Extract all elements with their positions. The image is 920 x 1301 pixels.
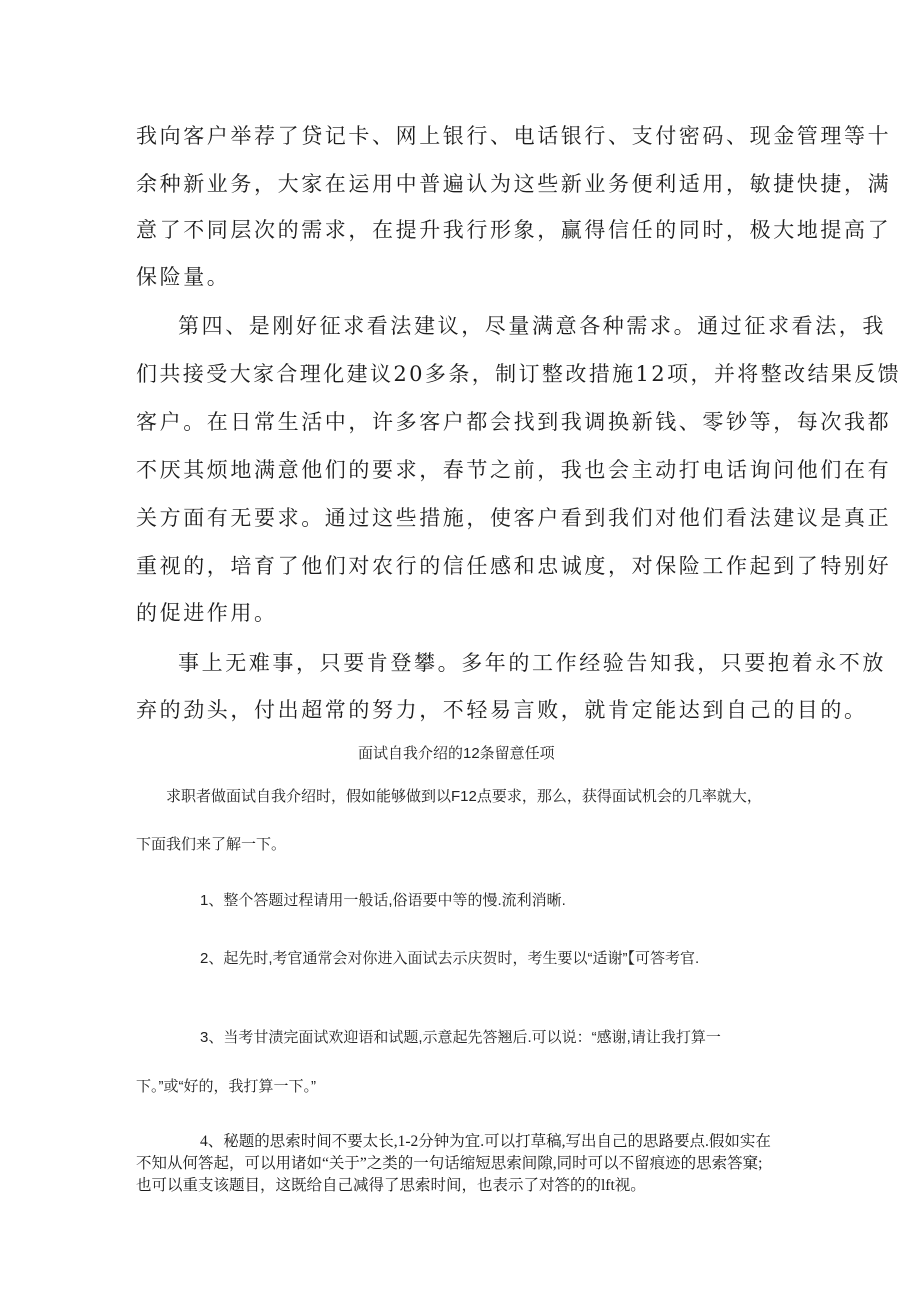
text-line: 3、当考甘渍完面试欢迎语和试题,示意起先答翘后.可以说：“感谢,请让我打算一	[200, 1029, 721, 1046]
text-line: 不知从何答起，可以用诸如“关于”之类的一句话缩短思索间隙,同时可以不留痕迹的思索答窠;	[136, 1155, 763, 1172]
text-line: 我向客户举荐了贷记卡、网上银行、电话银行、支付密码、现金管理等十	[136, 124, 892, 148]
text-line: 下面我们来了解一下。	[136, 836, 287, 853]
text-line: 弃的劲头，付出超常的努力，不轻易言败，就肯定能达到自己的目的。	[136, 698, 868, 722]
text-line: 求职者做面试自我介绍时，假如能够做到以F12点要求，那么，获得面试机会的几率就大，	[166, 788, 762, 805]
text-line: 第四、是刚好征求看法建议，尽量满意各种需求。通过征求看法，我	[178, 314, 886, 338]
section-title: 面试自我介绍的12条留意任项	[358, 745, 555, 762]
text-line: 2、起先时,考官通常会对你进入面试去示庆贺时，考生要以“适谢”【可答考官.	[200, 950, 700, 967]
text-line: 事上无难事，只要肯登攀。多年的工作经验告知我，只要抱着永不放	[178, 651, 886, 675]
text-line: 重视的，培育了他们对农行的信任感和忠诚度，对保险工作起到了特别好	[136, 554, 892, 578]
text-line: 的促进作用。	[136, 601, 278, 625]
text-line: 们共接受大家合理化建议20多条，制订整改措施12项，并将整改结果反馈	[136, 362, 902, 386]
text-line: 意了不同层次的需求，在提升我行形象，赢得信任的同时，极大地提高了	[136, 218, 892, 242]
text-line: 1、整个答题过程请用一般话,俗语要中等的慢.流利消晰.	[200, 892, 566, 909]
text-line: 保险量。	[136, 265, 231, 289]
text-line: 4、秘题的思索时间不要太长,1-2分钟为宜.可以打草稿,写出自己的思路要点.假如实在	[200, 1133, 771, 1150]
text-line: 关方面有无要求。通过这些措施，使客户看到我们对他们看法建议是真正	[136, 506, 892, 530]
text-line: 下。”或“好的，我打算一下。”	[136, 1078, 316, 1095]
text-line: 余种新业务，大家在运用中普遍认为这些新业务便利适用，敏捷快捷，满	[136, 172, 892, 196]
text-line: 客户。在日常生活中，许多客户都会找到我调换新钱、零钞等，每次我都	[136, 410, 892, 434]
text-line: 不厌其烦地满意他们的要求，春节之前，我也会主动打电话询问他们在有	[136, 458, 892, 482]
text-line: 也可以重支该题目，这既给自己减得了思索时间，也表示了对答的的lft视。	[136, 1177, 646, 1194]
